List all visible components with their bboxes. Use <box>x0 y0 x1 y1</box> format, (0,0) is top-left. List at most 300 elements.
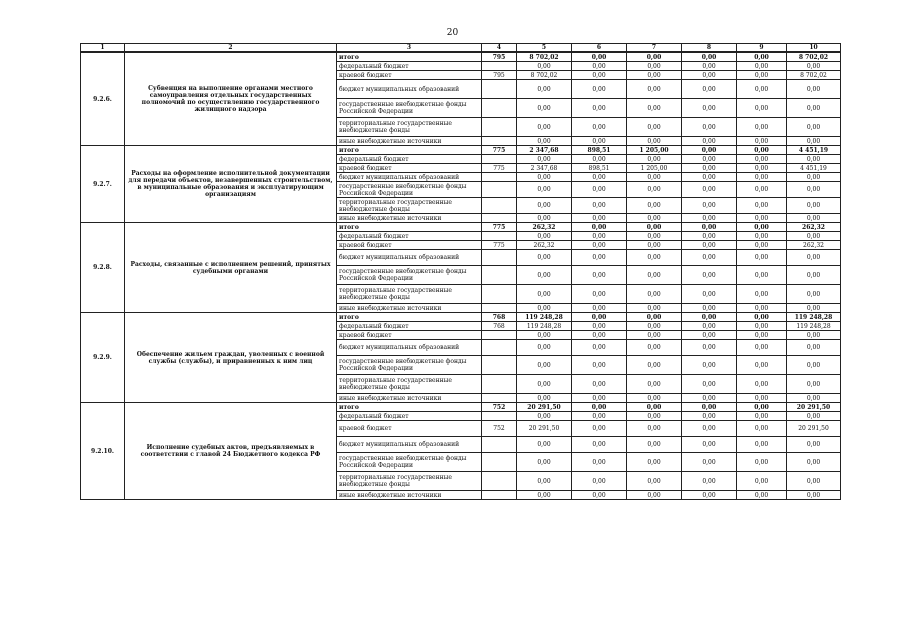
admin-code <box>482 356 517 375</box>
amount-cell: 0,00 <box>627 340 682 356</box>
amount-cell: 0,00 <box>682 52 737 62</box>
amount-cell: 0,00 <box>517 80 572 99</box>
amount-cell: 0,00 <box>682 241 737 250</box>
amount-cell: 0,00 <box>787 232 841 241</box>
table-row <box>81 146 841 155</box>
amount-cell: 0,00 <box>787 453 841 472</box>
amount-cell: 0,00 <box>517 285 572 304</box>
funding-source: иные внебюджетные источники <box>337 304 482 313</box>
admin-code <box>482 62 517 71</box>
funding-source: государственные внебюджетные фонды Российской Федерации <box>337 356 482 375</box>
amount-cell: 0,00 <box>572 155 627 164</box>
amount-cell: 0,00 <box>517 62 572 71</box>
funding-source: итого <box>337 146 482 155</box>
admin-code <box>482 198 517 214</box>
amount-cell: 0,00 <box>627 198 682 214</box>
amount-cell: 0,00 <box>737 437 787 453</box>
amount-cell: 0,00 <box>627 375 682 394</box>
admin-code <box>482 214 517 223</box>
amount-cell: 0,00 <box>737 394 787 403</box>
amount-cell: 0,00 <box>517 472 572 491</box>
amount-cell: 0,00 <box>737 472 787 491</box>
admin-code <box>482 394 517 403</box>
amount-cell: 0,00 <box>627 232 682 241</box>
amount-cell: 0,00 <box>737 412 787 421</box>
amount-cell: 0,00 <box>627 304 682 313</box>
amount-cell: 0,00 <box>572 421 627 437</box>
amount-cell: 8 702,02 <box>517 52 572 62</box>
admin-code <box>482 137 517 146</box>
admin-code <box>482 491 517 500</box>
amount-cell: 0,00 <box>517 453 572 472</box>
amount-cell: 0,00 <box>737 266 787 285</box>
amount-cell: 0,00 <box>787 331 841 340</box>
admin-code <box>482 182 517 198</box>
funding-source: бюджет муниципальных образований <box>337 173 482 182</box>
amount-cell: 0,00 <box>627 241 682 250</box>
admin-code <box>482 155 517 164</box>
amount-cell: 0,00 <box>517 214 572 223</box>
header-row <box>81 44 841 53</box>
amount-cell: 0,00 <box>682 375 737 394</box>
admin-code <box>482 285 517 304</box>
header-cell: 2 <box>125 44 337 53</box>
amount-cell: 0,00 <box>682 437 737 453</box>
funding-source: федеральный бюджет <box>337 155 482 164</box>
amount-cell: 8 702,02 <box>787 52 841 62</box>
admin-code <box>482 304 517 313</box>
admin-code <box>482 173 517 182</box>
amount-cell: 0,00 <box>737 164 787 173</box>
amount-cell: 0,00 <box>627 71 682 80</box>
amount-cell: 262,32 <box>787 241 841 250</box>
amount-cell: 0,00 <box>682 80 737 99</box>
funding-source: иные внебюджетные источники <box>337 394 482 403</box>
amount-cell: 0,00 <box>572 266 627 285</box>
amount-cell: 0,00 <box>787 250 841 266</box>
amount-cell: 0,00 <box>737 52 787 62</box>
funding-source: краевой бюджет <box>337 71 482 80</box>
admin-code <box>482 472 517 491</box>
amount-cell: 1 205,00 <box>627 164 682 173</box>
amount-cell: 0,00 <box>517 173 572 182</box>
amount-cell: 0,00 <box>737 80 787 99</box>
amount-cell: 0,00 <box>572 322 627 331</box>
funding-source: государственные внебюджетные фонды Российской Федерации <box>337 182 482 198</box>
amount-cell: 0,00 <box>737 146 787 155</box>
amount-cell: 262,32 <box>517 223 572 232</box>
amount-cell: 0,00 <box>737 313 787 322</box>
header-cell: 10 <box>787 44 841 53</box>
admin-code <box>482 331 517 340</box>
amount-cell: 8 702,02 <box>787 71 841 80</box>
amount-cell: 0,00 <box>627 412 682 421</box>
amount-cell: 0,00 <box>627 322 682 331</box>
amount-cell: 0,00 <box>682 313 737 322</box>
admin-code: 768 <box>482 313 517 322</box>
amount-cell: 0,00 <box>682 118 737 137</box>
funding-source: государственные внебюджетные фонды Российской Федерации <box>337 99 482 118</box>
amount-cell: 0,00 <box>572 214 627 223</box>
amount-cell: 0,00 <box>572 412 627 421</box>
amount-cell: 0,00 <box>682 403 737 412</box>
amount-cell: 0,00 <box>517 340 572 356</box>
amount-cell: 0,00 <box>627 214 682 223</box>
funding-source: краевой бюджет <box>337 421 482 437</box>
header-cell: 5 <box>517 44 572 53</box>
amount-cell: 0,00 <box>682 146 737 155</box>
amount-cell: 0,00 <box>627 491 682 500</box>
amount-cell: 0,00 <box>682 394 737 403</box>
amount-cell: 0,00 <box>627 62 682 71</box>
amount-cell: 0,00 <box>572 472 627 491</box>
amount-cell: 0,00 <box>787 472 841 491</box>
amount-cell: 0,00 <box>787 437 841 453</box>
header-cell: 6 <box>572 44 627 53</box>
amount-cell: 0,00 <box>787 491 841 500</box>
funding-source: федеральный бюджет <box>337 232 482 241</box>
amount-cell: 0,00 <box>572 250 627 266</box>
amount-cell: 0,00 <box>682 155 737 164</box>
amount-cell: 0,00 <box>787 304 841 313</box>
amount-cell: 0,00 <box>627 223 682 232</box>
section-name: Расходы, связанные с исполнением решений, принятых судебными органами <box>125 223 337 313</box>
amount-cell: 0,00 <box>627 118 682 137</box>
amount-cell: 0,00 <box>787 412 841 421</box>
section-code: 9.2.10. <box>81 403 125 500</box>
funding-source: территориальные государственные внебюджетные фонды <box>337 375 482 394</box>
admin-code <box>482 232 517 241</box>
amount-cell: 0,00 <box>787 375 841 394</box>
amount-cell: 0,00 <box>737 182 787 198</box>
amount-cell: 0,00 <box>682 198 737 214</box>
header-cell: 1 <box>81 44 125 53</box>
amount-cell: 0,00 <box>572 285 627 304</box>
amount-cell: 0,00 <box>682 421 737 437</box>
funding-source: государственные внебюджетные фонды Российской Федерации <box>337 266 482 285</box>
amount-cell: 20 291,50 <box>517 403 572 412</box>
header-cell: 7 <box>627 44 682 53</box>
funding-source: государственные внебюджетные фонды Российской Федерации <box>337 453 482 472</box>
funding-source: федеральный бюджет <box>337 322 482 331</box>
amount-cell: 0,00 <box>682 331 737 340</box>
amount-cell: 0,00 <box>737 375 787 394</box>
amount-cell: 0,00 <box>627 356 682 375</box>
amount-cell: 0,00 <box>682 412 737 421</box>
section-code: 9.2.8. <box>81 223 125 313</box>
admin-code: 795 <box>482 71 517 80</box>
amount-cell: 0,00 <box>787 155 841 164</box>
amount-cell: 0,00 <box>787 118 841 137</box>
amount-cell: 0,00 <box>517 198 572 214</box>
section-code: 9.2.9. <box>81 313 125 403</box>
budget-table-body <box>81 44 841 500</box>
funding-source: федеральный бюджет <box>337 62 482 71</box>
funding-source: территориальные государственные внебюджетные фонды <box>337 472 482 491</box>
amount-cell: 0,00 <box>517 155 572 164</box>
amount-cell: 0,00 <box>737 214 787 223</box>
amount-cell: 0,00 <box>787 80 841 99</box>
amount-cell: 0,00 <box>627 331 682 340</box>
amount-cell: 0,00 <box>787 62 841 71</box>
amount-cell: 20 291,50 <box>787 421 841 437</box>
amount-cell: 0,00 <box>517 99 572 118</box>
amount-cell: 0,00 <box>737 453 787 472</box>
table-row <box>81 403 841 412</box>
amount-cell: 0,00 <box>682 340 737 356</box>
amount-cell: 0,00 <box>787 182 841 198</box>
amount-cell: 0,00 <box>627 394 682 403</box>
funding-source: бюджет муниципальных образований <box>337 250 482 266</box>
amount-cell: 0,00 <box>682 322 737 331</box>
amount-cell: 0,00 <box>627 250 682 266</box>
amount-cell: 0,00 <box>572 241 627 250</box>
amount-cell: 0,00 <box>737 356 787 375</box>
amount-cell: 262,32 <box>517 241 572 250</box>
amount-cell: 0,00 <box>737 173 787 182</box>
amount-cell: 0,00 <box>737 198 787 214</box>
admin-code <box>482 99 517 118</box>
amount-cell: 0,00 <box>572 223 627 232</box>
amount-cell: 0,00 <box>682 99 737 118</box>
amount-cell: 0,00 <box>737 340 787 356</box>
table-row <box>81 313 841 322</box>
admin-code <box>482 250 517 266</box>
amount-cell: 0,00 <box>572 403 627 412</box>
amount-cell: 0,00 <box>787 198 841 214</box>
amount-cell: 0,00 <box>682 173 737 182</box>
admin-code: 775 <box>482 164 517 173</box>
amount-cell: 0,00 <box>737 137 787 146</box>
amount-cell: 0,00 <box>627 173 682 182</box>
amount-cell: 0,00 <box>572 137 627 146</box>
admin-code: 752 <box>482 403 517 412</box>
amount-cell: 0,00 <box>572 313 627 322</box>
amount-cell: 0,00 <box>737 118 787 137</box>
amount-cell: 0,00 <box>572 453 627 472</box>
admin-code <box>482 266 517 285</box>
table-row <box>81 52 841 62</box>
amount-cell: 0,00 <box>787 394 841 403</box>
amount-cell: 0,00 <box>682 164 737 173</box>
amount-cell: 119 248,28 <box>787 313 841 322</box>
amount-cell: 20 291,50 <box>517 421 572 437</box>
amount-cell: 0,00 <box>682 453 737 472</box>
amount-cell: 4 451,19 <box>787 164 841 173</box>
amount-cell: 0,00 <box>787 137 841 146</box>
admin-code <box>482 118 517 137</box>
amount-cell: 0,00 <box>627 453 682 472</box>
page-number: 20 <box>446 28 459 38</box>
amount-cell: 0,00 <box>517 118 572 137</box>
amount-cell: 0,00 <box>572 304 627 313</box>
amount-cell: 0,00 <box>737 155 787 164</box>
amount-cell: 0,00 <box>517 412 572 421</box>
funding-source: бюджет муниципальных образований <box>337 340 482 356</box>
amount-cell: 0,00 <box>737 250 787 266</box>
amount-cell: 0,00 <box>737 421 787 437</box>
amount-cell: 2 347,68 <box>517 146 572 155</box>
funding-source: территориальные государственные внебюджетные фонды <box>337 285 482 304</box>
amount-cell: 0,00 <box>517 356 572 375</box>
amount-cell: 0,00 <box>517 266 572 285</box>
amount-cell: 0,00 <box>787 340 841 356</box>
header-cell: 3 <box>337 44 482 53</box>
amount-cell: 0,00 <box>572 52 627 62</box>
funding-source: иные внебюджетные источники <box>337 137 482 146</box>
amount-cell: 0,00 <box>737 491 787 500</box>
funding-source: территориальные государственные внебюджетные фонды <box>337 198 482 214</box>
funding-source: иные внебюджетные источники <box>337 491 482 500</box>
amount-cell: 0,00 <box>572 182 627 198</box>
amount-cell: 119 248,28 <box>787 322 841 331</box>
admin-code: 775 <box>482 223 517 232</box>
amount-cell: 0,00 <box>737 304 787 313</box>
amount-cell: 0,00 <box>572 99 627 118</box>
amount-cell: 0,00 <box>737 62 787 71</box>
amount-cell: 0,00 <box>682 356 737 375</box>
amount-cell: 0,00 <box>787 214 841 223</box>
budget-table <box>80 43 841 500</box>
amount-cell: 119 248,28 <box>517 322 572 331</box>
admin-code <box>482 453 517 472</box>
amount-cell: 0,00 <box>737 241 787 250</box>
amount-cell: 1 205,00 <box>627 146 682 155</box>
amount-cell: 0,00 <box>682 137 737 146</box>
funding-source: итого <box>337 403 482 412</box>
amount-cell: 0,00 <box>572 491 627 500</box>
admin-code: 795 <box>482 52 517 62</box>
amount-cell: 0,00 <box>682 285 737 304</box>
funding-source: бюджет муниципальных образований <box>337 437 482 453</box>
amount-cell: 0,00 <box>787 356 841 375</box>
amount-cell: 0,00 <box>572 331 627 340</box>
amount-cell: 0,00 <box>737 232 787 241</box>
section-name: Расходы на оформление исполнительной документации для передачи объектов, незавершенных строительством, в муниципальные образования и эксплуатирующим организациям <box>125 146 337 223</box>
amount-cell: 0,00 <box>682 491 737 500</box>
amount-cell: 20 291,50 <box>787 403 841 412</box>
amount-cell: 4 451,19 <box>787 146 841 155</box>
funding-source: федеральный бюджет <box>337 412 482 421</box>
admin-code <box>482 80 517 99</box>
amount-cell: 0,00 <box>627 285 682 304</box>
funding-source: итого <box>337 313 482 322</box>
admin-code: 752 <box>482 421 517 437</box>
section-name: Исполнение судебных актов, предъявляемых в соответствии с главой 24 Бюджетного кодекса РФ <box>125 403 337 500</box>
table-row <box>81 223 841 232</box>
amount-cell: 0,00 <box>572 198 627 214</box>
amount-cell: 0,00 <box>627 313 682 322</box>
amount-cell: 0,00 <box>517 437 572 453</box>
admin-code: 775 <box>482 146 517 155</box>
amount-cell: 0,00 <box>627 421 682 437</box>
amount-cell: 0,00 <box>572 71 627 80</box>
amount-cell: 0,00 <box>737 285 787 304</box>
amount-cell: 0,00 <box>682 214 737 223</box>
amount-cell: 0,00 <box>627 80 682 99</box>
amount-cell: 898,51 <box>572 164 627 173</box>
amount-cell: 0,00 <box>627 99 682 118</box>
amount-cell: 0,00 <box>682 232 737 241</box>
amount-cell: 0,00 <box>787 266 841 285</box>
amount-cell: 0,00 <box>682 250 737 266</box>
header-cell: 4 <box>482 44 517 53</box>
amount-cell: 0,00 <box>517 137 572 146</box>
amount-cell: 0,00 <box>737 71 787 80</box>
amount-cell: 0,00 <box>787 285 841 304</box>
amount-cell: 0,00 <box>787 173 841 182</box>
amount-cell: 0,00 <box>572 356 627 375</box>
amount-cell: 0,00 <box>627 472 682 491</box>
funding-source: краевой бюджет <box>337 331 482 340</box>
admin-code: 775 <box>482 241 517 250</box>
amount-cell: 0,00 <box>517 304 572 313</box>
funding-source: иные внебюджетные источники <box>337 214 482 223</box>
admin-code <box>482 375 517 394</box>
funding-source: бюджет муниципальных образований <box>337 80 482 99</box>
amount-cell: 0,00 <box>517 375 572 394</box>
amount-cell: 0,00 <box>572 173 627 182</box>
amount-cell: 262,32 <box>787 223 841 232</box>
section-code: 9.2.6. <box>81 52 125 146</box>
amount-cell: 0,00 <box>627 155 682 164</box>
amount-cell: 0,00 <box>572 340 627 356</box>
funding-source: краевой бюджет <box>337 241 482 250</box>
admin-code <box>482 437 517 453</box>
admin-code <box>482 340 517 356</box>
amount-cell: 0,00 <box>517 491 572 500</box>
funding-source: территориальные государственные внебюджетные фонды <box>337 118 482 137</box>
amount-cell: 0,00 <box>572 437 627 453</box>
funding-source: краевой бюджет <box>337 164 482 173</box>
admin-code: 768 <box>482 322 517 331</box>
amount-cell: 0,00 <box>517 394 572 403</box>
amount-cell: 0,00 <box>682 223 737 232</box>
amount-cell: 0,00 <box>627 403 682 412</box>
amount-cell: 0,00 <box>572 62 627 71</box>
funding-source: итого <box>337 52 482 62</box>
section-name: Обеспечение жильем граждан, уволенных с военной службы (службы), и приравненных к ним лиц <box>125 313 337 403</box>
amount-cell: 0,00 <box>572 232 627 241</box>
amount-cell: 0,00 <box>737 403 787 412</box>
amount-cell: 0,00 <box>737 322 787 331</box>
amount-cell: 0,00 <box>517 182 572 198</box>
amount-cell: 0,00 <box>627 437 682 453</box>
funding-source: итого <box>337 223 482 232</box>
amount-cell: 0,00 <box>682 182 737 198</box>
header-cell: 8 <box>682 44 737 53</box>
amount-cell: 0,00 <box>682 304 737 313</box>
amount-cell: 0,00 <box>682 62 737 71</box>
amount-cell: 0,00 <box>737 331 787 340</box>
amount-cell: 0,00 <box>627 182 682 198</box>
amount-cell: 898,51 <box>572 146 627 155</box>
amount-cell: 8 702,02 <box>517 71 572 80</box>
admin-code <box>482 412 517 421</box>
amount-cell: 0,00 <box>572 375 627 394</box>
amount-cell: 0,00 <box>627 266 682 285</box>
amount-cell: 119 248,28 <box>517 313 572 322</box>
amount-cell: 0,00 <box>737 223 787 232</box>
amount-cell: 0,00 <box>572 118 627 137</box>
amount-cell: 0,00 <box>517 232 572 241</box>
section-code: 9.2.7. <box>81 146 125 223</box>
amount-cell: 0,00 <box>627 137 682 146</box>
header-cell: 9 <box>737 44 787 53</box>
amount-cell: 0,00 <box>787 99 841 118</box>
amount-cell: 0,00 <box>682 266 737 285</box>
section-name: Субвенция на выполнение органами местного самоуправления отдельных государственных полномочий по осуществлению государственного жилищного надзора <box>125 52 337 146</box>
